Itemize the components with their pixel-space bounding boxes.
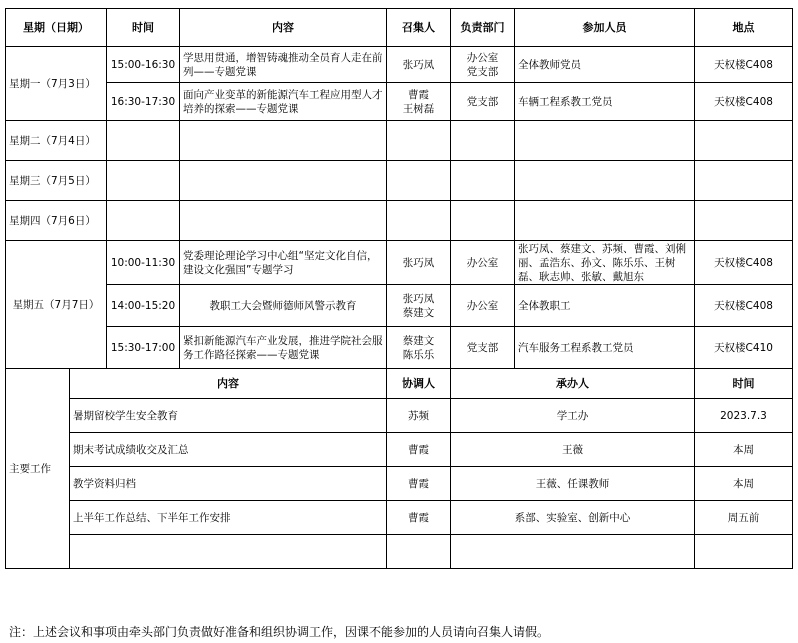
meeting-time: 10:00-11:30 xyxy=(107,241,180,285)
table-row xyxy=(6,285,793,327)
table-row xyxy=(6,161,793,201)
meeting-time: 16:30-17:30 xyxy=(107,83,180,121)
day-tuesday: 星期二（7月4日） xyxy=(6,121,107,161)
work-content: 上半年工作总结、下半年工作安排 xyxy=(70,501,387,535)
meeting-time: 15:30-17:00 xyxy=(107,327,180,369)
header-time: 时间 xyxy=(107,9,180,47)
table-row xyxy=(6,399,793,433)
work-time: 本周 xyxy=(695,467,793,501)
main-work-label: 主要工作 xyxy=(6,369,70,569)
table-row xyxy=(6,535,793,569)
meeting-dept: 党支部 xyxy=(451,83,515,121)
meeting-content: 面向产业变革的新能源汽车工程应用型人才培养的探索——专题党课 xyxy=(180,83,387,121)
empty-cell xyxy=(387,535,451,569)
meeting-content: 紧扣新能源汽车产业发展，推进学院社会服务工作路径探索——专题党课 xyxy=(180,327,387,369)
meeting-time: 15:00-16:30 xyxy=(107,47,180,83)
work-content: 期末考试成绩收交及汇总 xyxy=(70,433,387,467)
meeting-location: 天权楼C410 xyxy=(695,327,793,369)
work-time: 2023.7.3 xyxy=(695,399,793,433)
empty-cell xyxy=(451,121,515,161)
empty-cell xyxy=(451,535,695,569)
meeting-time: 14:00-15:20 xyxy=(107,285,180,327)
day-wednesday: 星期三（7月5日） xyxy=(6,161,107,201)
empty-cell xyxy=(515,121,695,161)
empty-cell xyxy=(107,201,180,241)
day-thursday: 星期四（7月6日） xyxy=(6,201,107,241)
main-work-header-handler: 承办人 xyxy=(451,369,695,399)
header-row xyxy=(6,9,793,47)
empty-cell xyxy=(387,161,451,201)
empty-cell xyxy=(180,161,387,201)
meeting-dept: 党支部 xyxy=(451,327,515,369)
footnote: 注：上述会议和事项由牵头部门负责做好准备和组织协调工作，因课不能参加的人员请向召集人请假。 xyxy=(9,625,550,639)
meeting-convener: 张巧凤 xyxy=(387,241,451,285)
header-day: 星期（日期） xyxy=(6,9,107,47)
work-time: 本周 xyxy=(695,433,793,467)
meeting-dept: 办公室 党支部 xyxy=(451,47,515,83)
meeting-participants: 张巧凤、蔡建文、苏频、曹霞、刘俐丽、孟浩东、孙文、陈乐乐、王树磊、耿志帅、张敏、戴旭东 xyxy=(515,241,695,285)
meeting-location: 天权楼C408 xyxy=(695,285,793,327)
meeting-location: 天权楼C408 xyxy=(695,47,793,83)
work-coordinator: 苏频 xyxy=(387,399,451,433)
meeting-content: 党委理论理论学习中心组“坚定文化自信，建设文化强国”专题学习 xyxy=(180,241,387,285)
empty-cell xyxy=(451,201,515,241)
empty-cell xyxy=(695,121,793,161)
meeting-content: 学思用贯通，增智铸魂推动全员育人走在前列——专题党课 xyxy=(180,47,387,83)
meeting-convener: 蔡建文 陈乐乐 xyxy=(387,327,451,369)
table-row xyxy=(6,327,793,369)
day-monday: 星期一（7月3日） xyxy=(6,47,107,121)
header-content: 内容 xyxy=(180,9,387,47)
empty-cell xyxy=(180,121,387,161)
main-work-header-row xyxy=(6,369,793,399)
empty-cell xyxy=(180,201,387,241)
meeting-participants: 车辆工程系教工党员 xyxy=(515,83,695,121)
empty-cell xyxy=(107,161,180,201)
meeting-dept: 办公室 xyxy=(451,285,515,327)
meeting-participants: 全体教师党员 xyxy=(515,47,695,83)
empty-cell xyxy=(451,161,515,201)
empty-cell xyxy=(695,535,793,569)
table-row xyxy=(6,83,793,121)
meeting-convener: 曹霞 王树磊 xyxy=(387,83,451,121)
empty-cell xyxy=(70,535,387,569)
work-handler: 王薇、任课教师 xyxy=(451,467,695,501)
meeting-participants: 全体教职工 xyxy=(515,285,695,327)
empty-cell xyxy=(387,121,451,161)
header-participants: 参加人员 xyxy=(515,9,695,47)
meeting-participants: 汽车服务工程系教工党员 xyxy=(515,327,695,369)
weekly-schedule-table xyxy=(5,8,793,569)
table-row xyxy=(6,121,793,161)
empty-cell xyxy=(387,201,451,241)
meeting-convener: 张巧凤 蔡建文 xyxy=(387,285,451,327)
table-row xyxy=(6,241,793,285)
table-row xyxy=(6,467,793,501)
work-handler: 学工办 xyxy=(451,399,695,433)
meeting-dept: 办公室 xyxy=(451,241,515,285)
work-content: 教学资料归档 xyxy=(70,467,387,501)
work-coordinator: 曹霞 xyxy=(387,467,451,501)
empty-cell xyxy=(515,201,695,241)
day-friday: 星期五（7月7日） xyxy=(6,241,107,369)
meeting-location: 天权楼C408 xyxy=(695,241,793,285)
table-row xyxy=(6,201,793,241)
meeting-content: 教职工大会暨师德师风警示教育 xyxy=(180,285,387,327)
work-content: 暑期留校学生安全教育 xyxy=(70,399,387,433)
header-dept: 负责部门 xyxy=(451,9,515,47)
main-work-header-content: 内容 xyxy=(70,369,387,399)
table-row xyxy=(6,501,793,535)
table-row xyxy=(6,433,793,467)
work-handler: 系部、实验室、创新中心 xyxy=(451,501,695,535)
meeting-location: 天权楼C408 xyxy=(695,83,793,121)
header-location: 地点 xyxy=(695,9,793,47)
header-convener: 召集人 xyxy=(387,9,451,47)
empty-cell xyxy=(695,201,793,241)
work-handler: 王薇 xyxy=(451,433,695,467)
main-work-header-coordinator: 协调人 xyxy=(387,369,451,399)
empty-cell xyxy=(515,161,695,201)
meeting-convener: 张巧凤 xyxy=(387,47,451,83)
main-work-header-time: 时间 xyxy=(695,369,793,399)
work-time: 周五前 xyxy=(695,501,793,535)
table-row xyxy=(6,47,793,83)
work-coordinator: 曹霞 xyxy=(387,501,451,535)
empty-cell xyxy=(107,121,180,161)
work-coordinator: 曹霞 xyxy=(387,433,451,467)
empty-cell xyxy=(695,161,793,201)
